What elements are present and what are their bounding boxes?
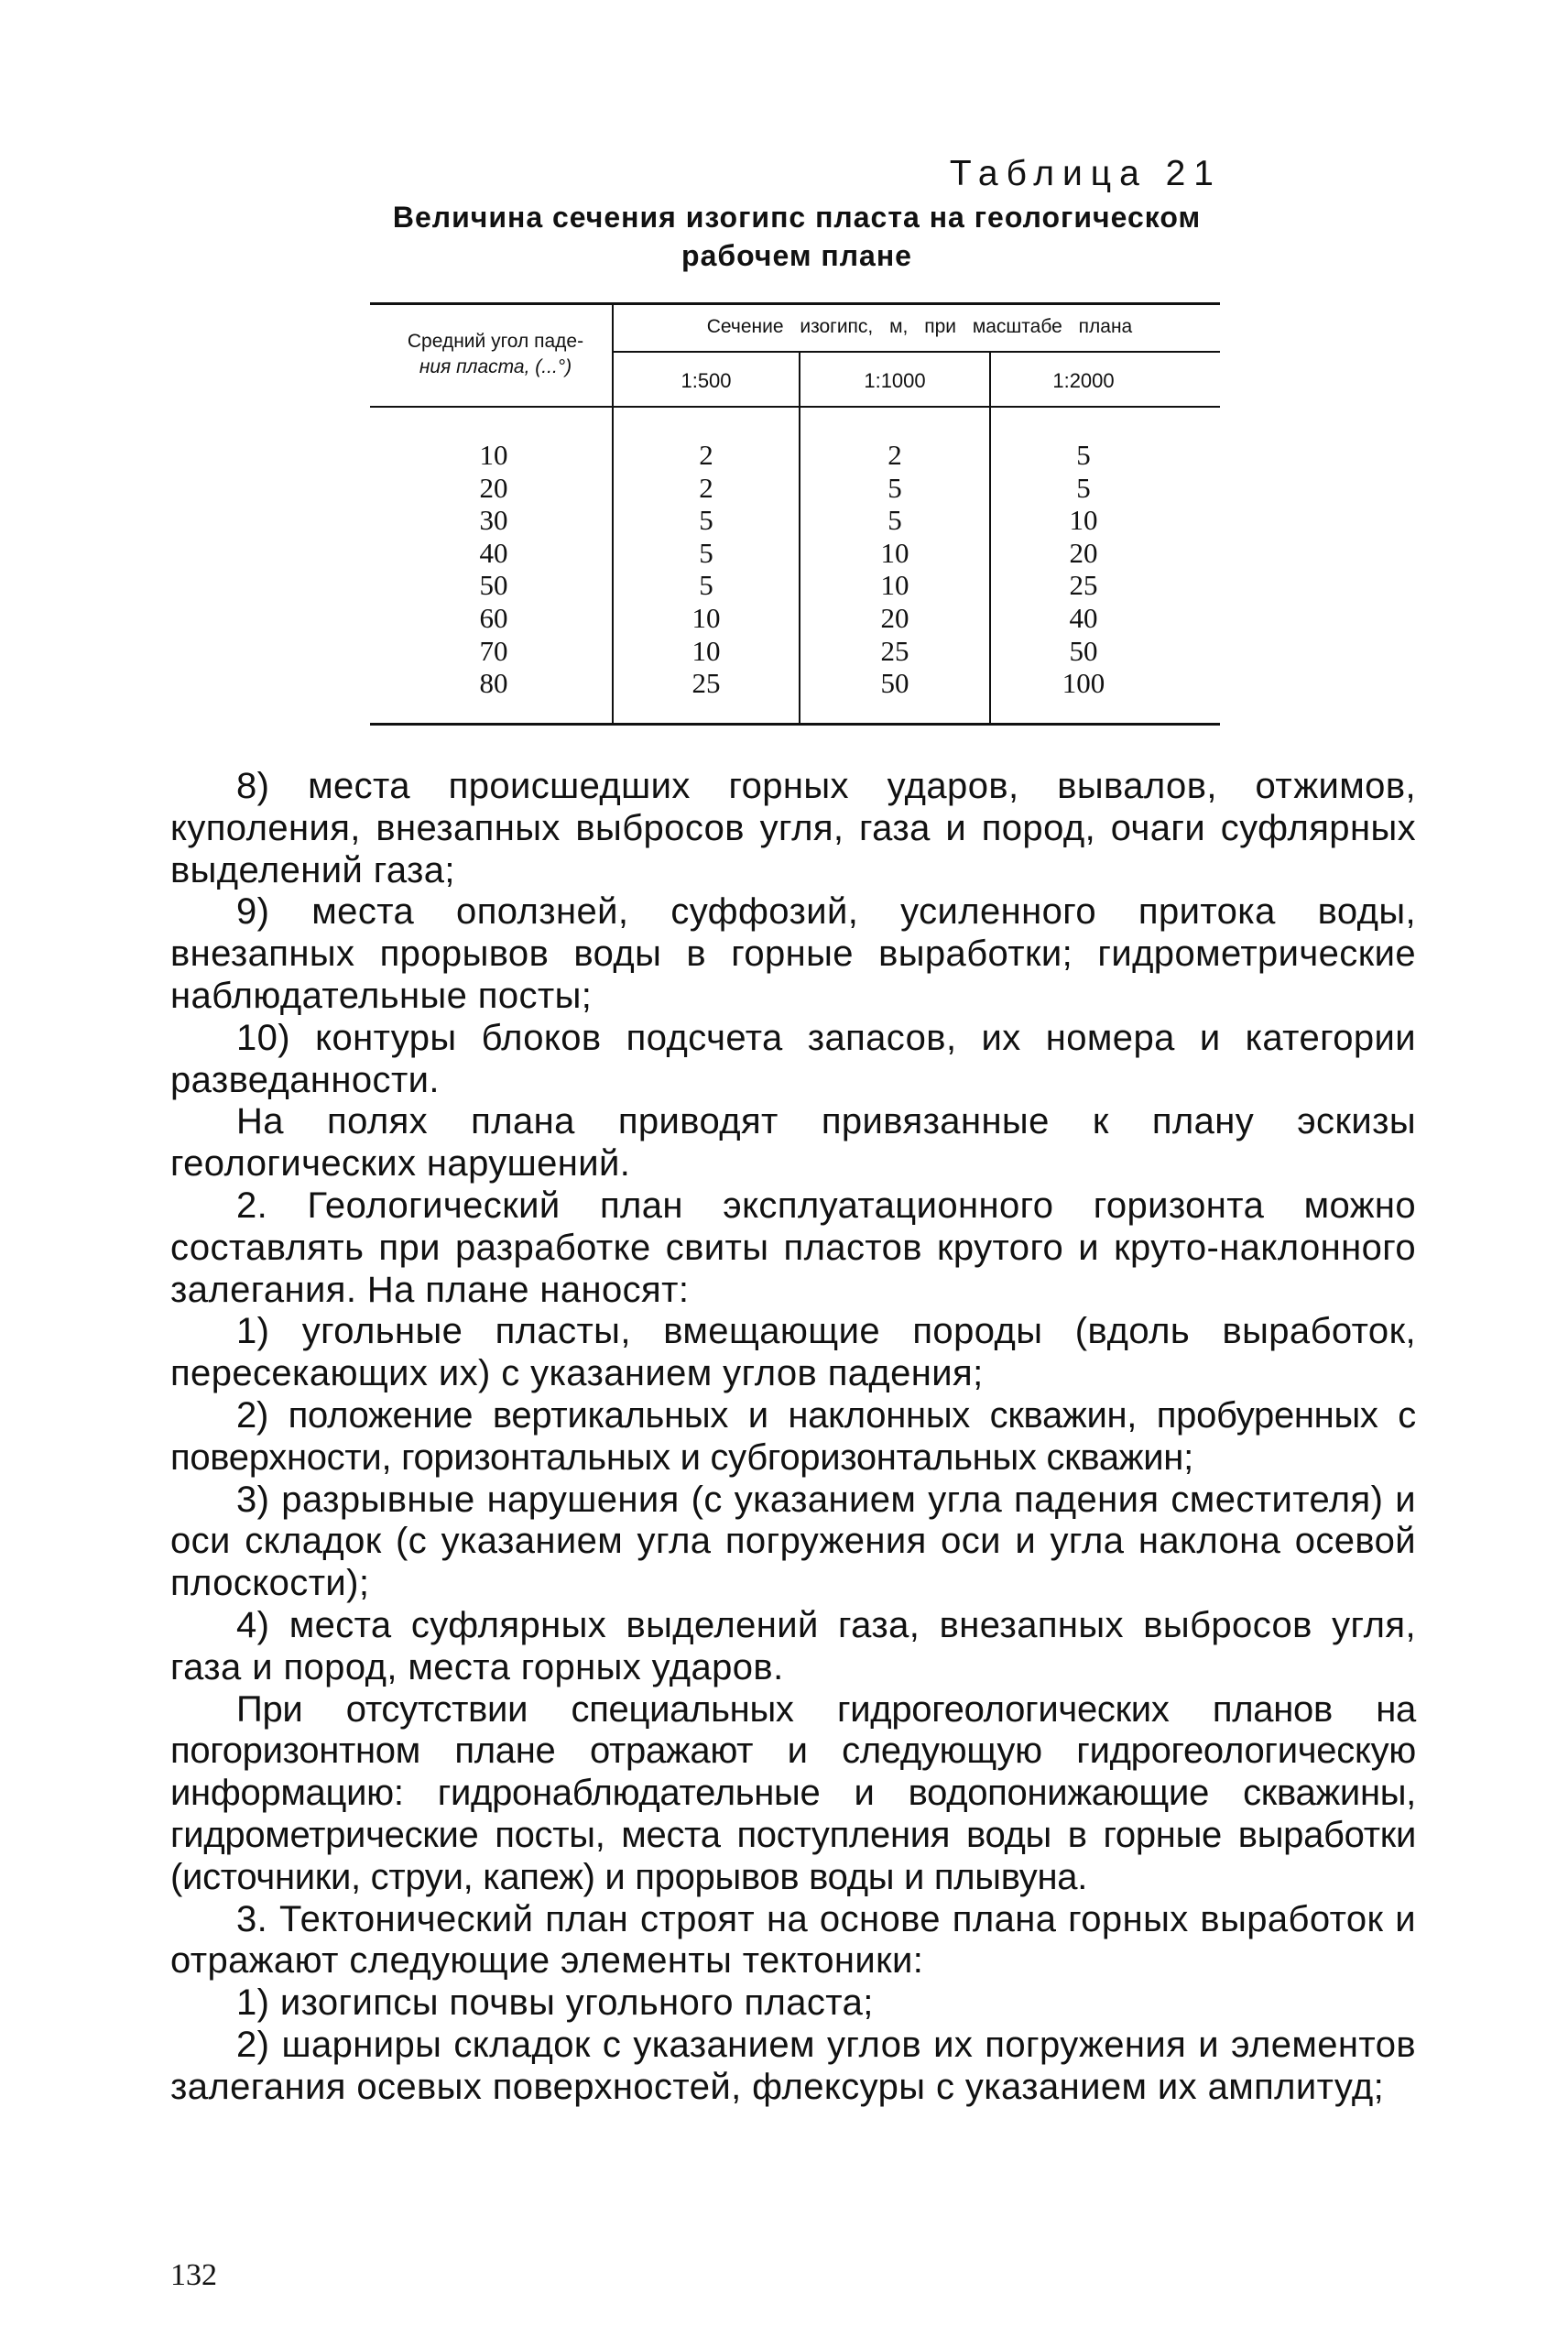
- stub-header-line-1: Средний угол паде-: [407, 331, 584, 352]
- scale-header: 1:2000: [1052, 369, 1115, 392]
- table-cell: 25: [1069, 569, 1098, 602]
- table-cell: 100: [1062, 667, 1105, 700]
- stub-header-line-2: ния пласта, (...°): [419, 356, 572, 377]
- table-cell: 80: [479, 667, 508, 700]
- paragraph: 1) изогипсы почвы угольного пласта;: [236, 1982, 874, 2024]
- table-cell: 5: [699, 569, 713, 602]
- paragraph: 3. Тектонический план строят на основе плана горных выработок и отражают следующие элементы тектоники:: [170, 1898, 1416, 1982]
- table-cell: 50: [880, 667, 909, 700]
- table-label: Таблица 21: [949, 154, 1222, 193]
- paragraph: 10) контуры блоков подсчета запасов, их номера и категории разведанности.: [170, 1017, 1416, 1100]
- paragraph: При отсутствии специальных гидрогеологических планов на погоризонтном плане отражают и следующую гидрогеологическую информацию: гидронаблюдательные и водопонижающие скважины, гидрометрические посты, места поступления воды в горные выработки (источники, струи, капеж) и прорывов воды и плывуна.: [170, 1688, 1416, 1897]
- contour-interval-table: [370, 302, 1220, 726]
- header-rule: [612, 351, 1220, 353]
- table-cell: 40: [479, 536, 508, 569]
- table-cell: 5: [887, 471, 902, 504]
- table-cell: 10: [880, 569, 909, 602]
- scale-header: 1:1000: [864, 369, 926, 392]
- paragraph: 4) места суфлярных выделений газа, внезапных выбросов угля, газа и пород, места горных ударов.: [170, 1604, 1416, 1687]
- table-caption: [366, 198, 1227, 275]
- table-cell: 5: [699, 536, 713, 569]
- scale-2000-column: [991, 439, 1176, 700]
- table-cell: 25: [691, 667, 721, 700]
- table-cell: 25: [880, 634, 909, 667]
- paragraph: На полях плана приводят привязанные к плану эскизы геологических нарушений.: [170, 1101, 1416, 1185]
- table-cell: 50: [479, 569, 508, 602]
- table-cell: 5: [1076, 471, 1091, 504]
- group-header: Сечение изогипс, м, при масштабе плана: [706, 316, 1133, 337]
- table-cell: 5: [1076, 439, 1091, 471]
- table-cell: 20: [1069, 536, 1098, 569]
- table-cell: 20: [880, 601, 909, 634]
- body-text: [170, 766, 1416, 2109]
- angle-column: [397, 439, 590, 700]
- table-cell: 2: [699, 471, 713, 504]
- paragraph: 3) разрывные нарушения (с указанием угла падения сместителя) и оси складок (с указанием угла погружения оси и угла наклона осевой плоскости);: [170, 1479, 1416, 1604]
- paragraph: 8) места происшедших горных ударов, вывалов, отжимов, куполения, внезапных выбросов угля, газа и пород, очаги суфлярных выделений газа;: [170, 766, 1416, 890]
- table-cell: 5: [699, 504, 713, 537]
- table-cell: 40: [1069, 601, 1098, 634]
- scale-header: 1:500: [681, 369, 732, 392]
- table-caption-line-1: Величина сечения изогипс пласта на геологическом: [392, 201, 1202, 234]
- table-cell: 10: [479, 439, 508, 471]
- table-cell: 10: [691, 634, 721, 667]
- table-cell: 10: [1069, 504, 1098, 537]
- scale-1000-column: [800, 439, 989, 700]
- paragraph: 2) шарниры складок с указанием углов их погружения и элементов залегания осевых поверхностей, флексуры с указанием их амплитуд;: [170, 2024, 1416, 2107]
- paragraph: 9) места оползней, суффозий, усиленного притока воды, внезапных прорывов воды в горные выработки; гидрометрические наблюдательные посты;: [170, 891, 1416, 1016]
- table-caption-line-2: рабочем плане: [681, 239, 912, 272]
- header-rule: [370, 406, 1220, 408]
- table-cell: 2: [887, 439, 902, 471]
- page-number: 132: [170, 2258, 217, 2292]
- table-cell: 5: [887, 504, 902, 537]
- table-cell: 20: [479, 471, 508, 504]
- paragraph: 2) положение вертикальных и наклонных скважин, пробуренных с поверхности, горизонтальных и субгоризонтальных скважин;: [170, 1394, 1416, 1478]
- table-cell: 70: [479, 634, 508, 667]
- paragraph: 2. Геологический план эксплуатационного горизонта можно составлять при разработке свиты пластов крутого и круто-наклонного залегания. На плане наносят:: [170, 1185, 1416, 1310]
- table-cell: 30: [479, 504, 508, 537]
- paragraph: 1) угольные пласты, вмещающие породы (вдоль выработок, пересекающих их) с указанием углов падения;: [170, 1311, 1416, 1394]
- table-cell: 2: [699, 439, 713, 471]
- stub-header: [376, 329, 615, 380]
- scale-500-column: [614, 439, 799, 700]
- table-cell: 10: [880, 536, 909, 569]
- table-cell: 60: [479, 601, 508, 634]
- table-cell: 10: [691, 601, 721, 634]
- table-cell: 50: [1069, 634, 1098, 667]
